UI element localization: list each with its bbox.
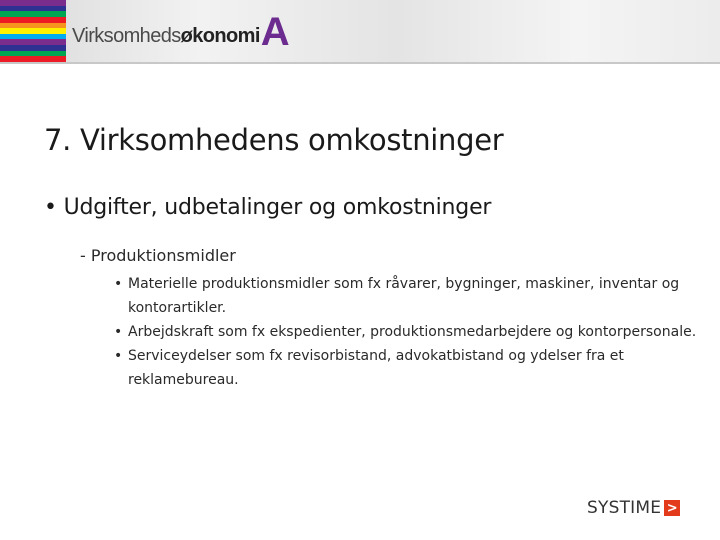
logo-text-bold: økonomi <box>180 25 260 47</box>
bullet-level-2: - Produktionsmidler <box>80 246 236 265</box>
logo-text <box>72 26 260 52</box>
sub-bullet-list <box>114 272 704 392</box>
logo-text-regular: Virksomheds <box>72 25 181 47</box>
color-stripes-logo <box>0 0 66 62</box>
virksomhedsokonomi-logo <box>72 12 290 52</box>
arrow-right-icon: > <box>664 500 680 516</box>
bullet-level-1: • Udgifter, udbetalinger og omkostninger <box>44 195 492 220</box>
list-item: • Materielle produktionsmidler som fx råvarer, bygninger, maskiner, inventar og kontorartikler. <box>114 272 704 320</box>
logo-letter: A <box>260 10 290 54</box>
systime-wordmark: SYSTIME <box>587 498 662 518</box>
slide-title: 7. Virksomhedens omkostninger <box>44 123 504 157</box>
header-divider <box>0 62 720 64</box>
list-item: • Arbejdskraft som fx ekspedienter, produktionsmedarbejdere og kontorpersonale. <box>114 320 704 344</box>
list-item: • Serviceydelser som fx revisorbistand, advokatbistand og ydelser fra et reklamebureau. <box>114 344 704 392</box>
systime-logo <box>587 498 680 518</box>
header-banner <box>0 0 720 62</box>
